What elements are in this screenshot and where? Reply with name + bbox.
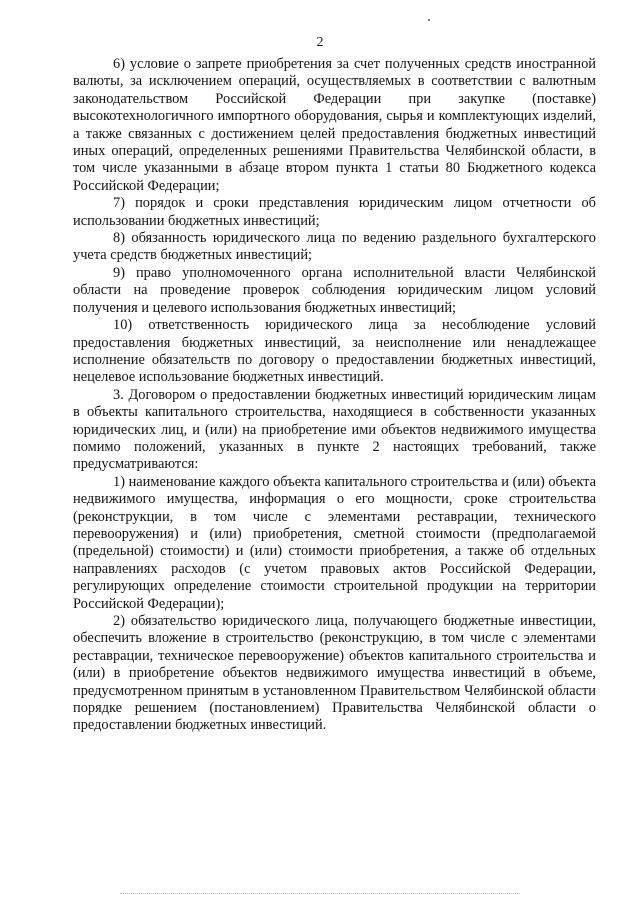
paragraph-item-8: 8) обязанность юридического лица по ведению раздельного бухгалтерского учета средств бюджетных инвестиций;: [73, 230, 596, 264]
paragraph-section-3-item-2: 2) обязательство юридического лица, получающего бюджетные инвестиции, обеспечить вложение в строительство (реконструкцию, в том числе с элементами реставрации, техническое перевооружение) объектов капитального строительства и (или) в приобретение объектов недвижимого имущества инвестиций в объеме, предусмотренном принятым в установленном Правительством Челябинской области порядке решением (постановлением) Правительства Челябинской области о предоставлении бюджетных инвестиций.: [73, 613, 596, 734]
scan-speck: [428, 19, 430, 21]
paragraph-section-3-item-1: 1) наименование каждого объекта капитального строительства и (или) объекта недвижимого имущества, информация о его мощности, сроке строительства (реконструкции, в том числе с элементами реставрации, технического перевооружения) и (или) приобретения, сметной стоимости (предполагаемой (предельной) стоимости) и (или) стоимости приобретения, а также об отдельных направлениях расходов (с учетом правовых актов Российской Федерации, регулирующих определение стоимости строительной продукции на территории Российской Федерации);: [73, 473, 597, 612]
document-body: [73, 56, 596, 735]
page-number: 2: [316, 35, 324, 50]
paragraph-item-9: 9) право уполномоченного органа исполнительной власти Челябинской области на проведение проверок соблюдения юридическим лицом условий получения и целевого использования бюджетных инвестиций;: [73, 264, 596, 316]
scan-edge-line: [120, 893, 520, 895]
paragraph-item-10: 10) ответственность юридического лица за несоблюдение условий предоставления бюджетных инвестиций, за неисполнение или ненадлежащее исполнение обязательств по договору о предоставлении бюджетных инвестиций, нецелевое использование бюджетных инвестиций.: [73, 317, 596, 386]
paragraph-section-3: 3. Договором о предоставлении бюджетных инвестиций юридическим лицам в объекты капитального строительства, находящиеся в собственности указанных юридических лиц, и (или) на приобретение ими объектов недвижимого имущества помимо положений, указанных в пункте 2 настоящих требований, также предусматриваются:: [73, 386, 596, 473]
paragraph-item-7: 7) порядок и сроки представления юридическим лицом отчетности об использовании бюджетных инвестиций;: [73, 195, 596, 229]
paragraph-item-6: 6) условие о запрете приобретения за счет полученных средств иностранной валюты, за исключением операций, осуществляемых в соответствии с валютным законодательством Российской Федерации при закупке (поставке) высокотехнологичного импортного оборудования, сырья и комплектующих изделий, а также связанных с достижением целей предоставления бюджетных инвестиций иных операций, определенных решениями Правительства Челябинской области, в том числе указанными в абзаце втором пункта 1 статьи 80 Бюджетного кодекса Российской Федерации;: [73, 56, 596, 194]
